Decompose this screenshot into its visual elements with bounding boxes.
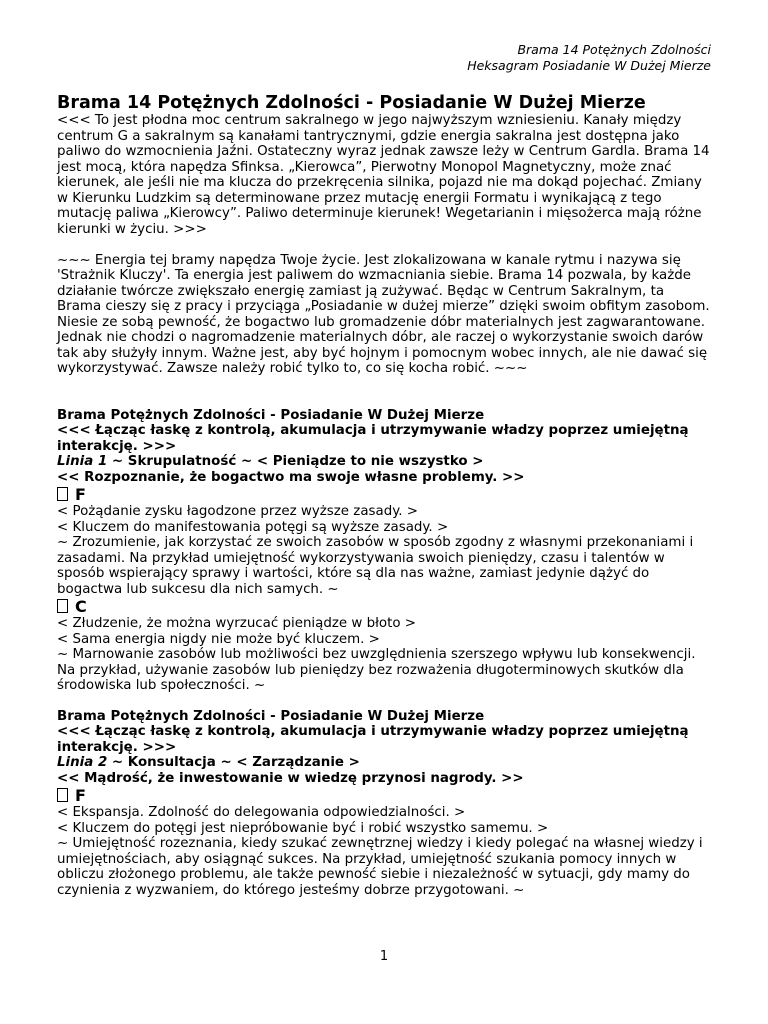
line-recognition: << Mądrość, że inwestowanie w wiedzę przynosi nagrody. >> <box>57 770 524 786</box>
pole-item: < Kluczem do manifestowania potęgi są wyższe zasady. > <box>57 519 449 535</box>
pole-marker-f <box>57 485 712 504</box>
missing-glyph-icon <box>57 788 68 802</box>
line-section-1 <box>57 408 712 694</box>
line-recognition: << Rozpoznanie, że bogactwo ma swoje własne problemy. >> <box>57 469 525 485</box>
line-keywords: ~ Skrupulatność ~ < Pieniądze to nie wszystko > <box>107 454 484 469</box>
missing-glyph-icon <box>57 487 68 501</box>
pole-description: ~ Umiejętność rozeznania, kiedy szukać zewnętrznej wiedzy i kiedy polegać na własnej wiedzy i umiejętnościach, aby osiągnąć sukces. Na przykład, umiejętność szukania pomocy innych w obliczu złożonego problemu, ale także pewność siebie i niezależność w sytuacji, gdy mamy do czynienia z wyzwaniem, do którego jesteśmy dobrze przygotowani. ~ <box>57 836 703 898</box>
header-hexagram-title: Heksagram Posiadanie W Dużej Mierze <box>467 58 711 73</box>
pole-description: ~ Zrozumienie, jak korzystać ze swoich zasobów w sposób zgodny z własnymi przekonaniami i zasadami. Na przykład umiejętność wykorzystywania swoich pieniędzy, czasu i talentów w sposób wspierający sprawy i wartości, które są dla nas ważne, zamiast jedynie dążyć do bogactwa lub sukcesu dla nich samych. ~ <box>57 535 694 597</box>
pole-item: < Złudzenie, że można wyrzucać pieniądze w błoto > <box>57 616 417 631</box>
document-body <box>57 94 712 898</box>
line-section-2 <box>57 709 712 899</box>
pole-letter: C <box>75 597 87 616</box>
section-theme: <<< Łącząc łaskę z kontrolą, akumulacja i utrzymywanie władzy poprzez umiejętną interakcję. >>> <box>57 724 689 755</box>
pole-description: ~ Marnowanie zasobów lub możliwości bez uwzględnienia szerszego wpływu lub konsekwencji. Na przykład, używanie zasobów lub pieniędzy bez rozważenia długoterminowych skutków dla środowiska lub społeczności. ~ <box>57 647 696 693</box>
header-gate-title: Brama 14 Potężnych Zdolności <box>517 42 711 57</box>
pole-item: < Ekspansja. Zdolność do delegowania odpowiedzialności. > <box>57 805 466 820</box>
page-number: 1 <box>379 949 389 964</box>
missing-glyph-icon <box>57 599 68 613</box>
section-theme: <<< Łącząc łaskę z kontrolą, akumulacja i utrzymywanie władzy poprzez umiejętną interakcję. >>> <box>57 423 689 454</box>
line-label: Linia 1 <box>57 454 108 469</box>
line-label: Linia 2 <box>57 755 108 770</box>
spacer <box>57 377 712 408</box>
line-title <box>57 755 712 771</box>
pole-letter: F <box>75 786 86 805</box>
pole-marker-c <box>57 597 712 616</box>
spacer <box>57 237 712 253</box>
line-title <box>57 454 712 470</box>
pole-item: < Kluczem do potęgi jest niepróbowanie być i robić wszystko samemu. > <box>57 820 549 836</box>
intro-paragraph: <<< To jest płodna moc centrum sakralnego w jego najwyższym wzniesieniu. Kanały między centrum G a sakralnym są kanałami tantrycznymi, gdzie energia sakralna jest dostępna jako paliwo do wzmocnienia Jaźni. Ostateczny wyraz jednak zawsze leży w Centrum Gardla. Brama 14 jest mocą, która napędza Sfinksa. „Kierowca”, Pierwotny Monopol Magnetyczny, może znać kierunek, ale jeśli nie ma klucza do przekręcenia silnika, pojazd nie ma dokąd pojechać. Zmiany w Kierunku Ludzkim są determinowane przez mutację energii Formatu i wynikającą z tego mutację paliwa „Kierowcy”. Paliwo determinuje kierunek! Wegetarianin i mięsożerca mają różne kierunki w życiu. >>> <box>57 113 710 237</box>
energy-paragraph: ~~~ Energia tej bramy napędza Twoje życie. Jest zlokalizowana w kanale rytmu i nazywa się 'Strażnik Kluczy'. Ta energia jest paliwem do wzmacniania siebie. Brama 14 pozwala, by każde działanie twórcze zwiększało energię zamiast ją zużywać. Będąc w Centrum Sakralnym, ta Brama cieszy się z pracy i przyciąga „Posiadanie w dużej mierze” dzięki swoim obfitym zasobom. Niesie ze sobą pewność, że bogactwo lub gromadzenie dóbr materialnych jest zagwarantowane. Jednak nie chodzi o nagromadzenie materialnych dóbr, ale raczej o wykorzystanie swoich darów tak aby służyły innym. Ważne jest, aby być hojnym i pomocnym wobec innych, ale nie dawać się wykorzystywać. Zawsze należy robić tylko to, co się kocha robić. ~~~ <box>57 252 710 376</box>
pole-letter: F <box>75 485 86 504</box>
pole-marker-f <box>57 786 712 805</box>
section-heading: Brama Potężnych Zdolności - Posiadanie W Dużej Mierze <box>57 708 485 724</box>
page-title: Brama 14 Potężnych Zdolności - Posiadanie W Dużej Mierze <box>57 93 646 113</box>
line-keywords: ~ Konsultacja ~ < Zarządzanie > <box>107 755 360 770</box>
section-heading: Brama Potężnych Zdolności - Posiadanie W Dużej Mierze <box>57 407 485 423</box>
pole-item: < Pożądanie zysku łagodzone przez wyższe zasady. > <box>57 504 418 519</box>
pole-item: < Sama energia nigdy nie może być kluczem. > <box>57 631 380 647</box>
spacer <box>57 694 712 709</box>
page-header <box>467 42 711 74</box>
